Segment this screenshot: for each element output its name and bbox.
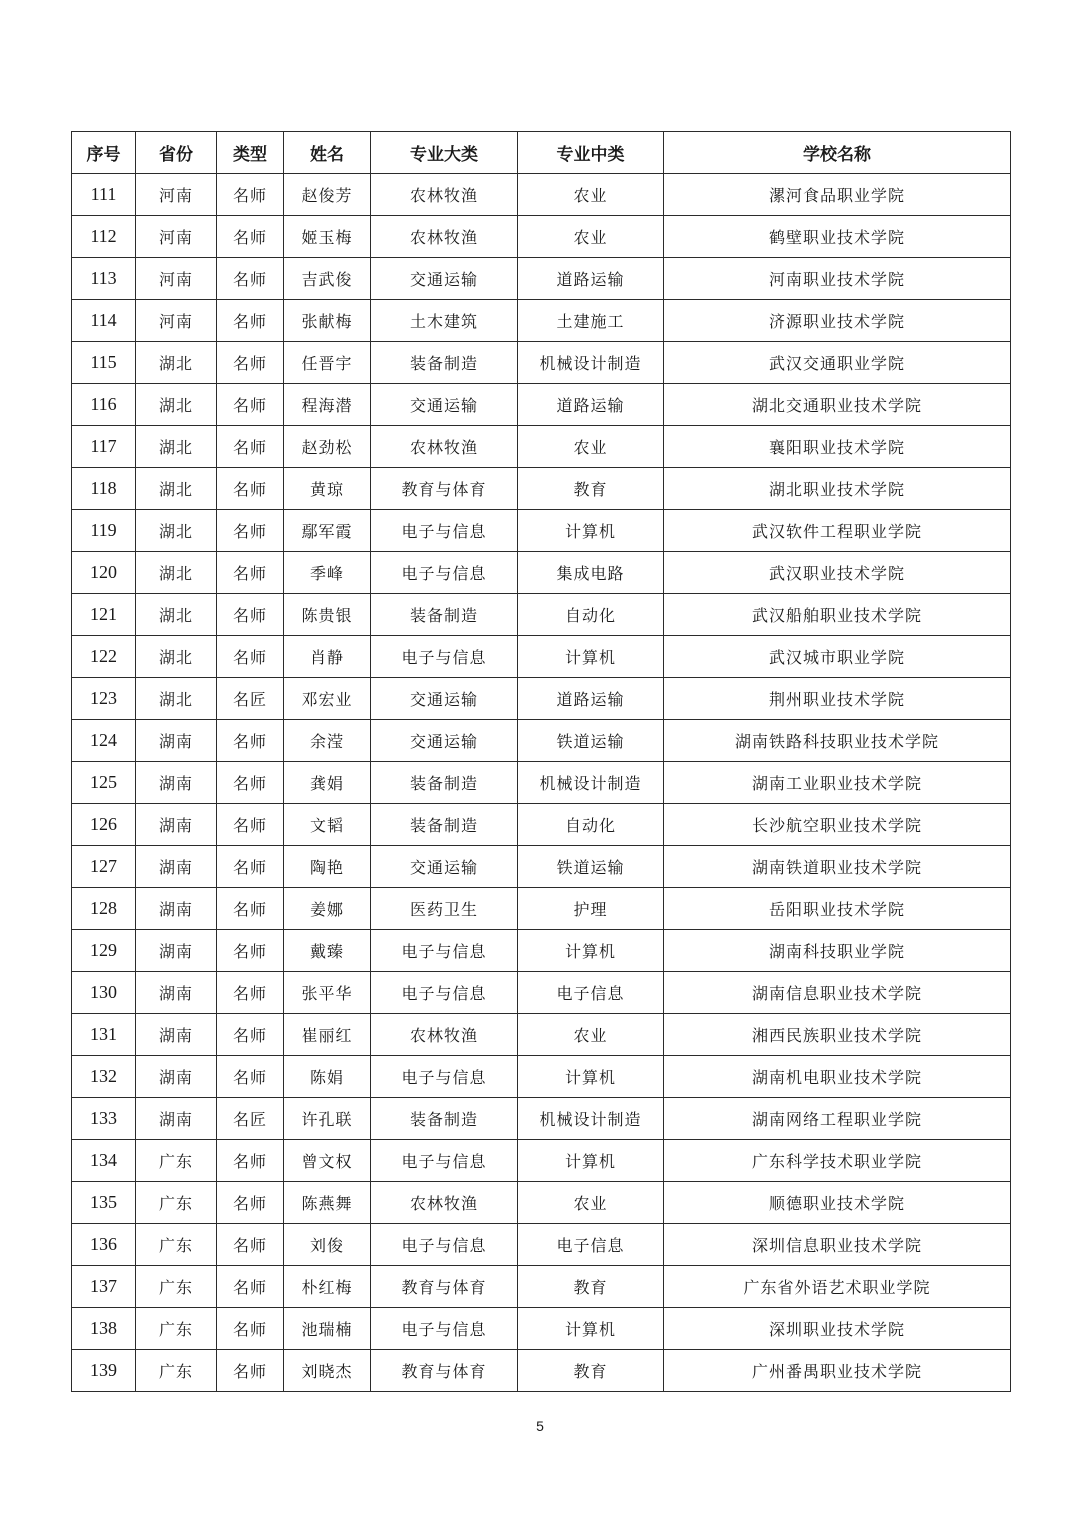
cell-school-name: 荆州职业技术学院 bbox=[664, 678, 1011, 720]
cell-name: 余滢 bbox=[284, 720, 371, 762]
cell-major-subcategory: 集成电路 bbox=[518, 552, 664, 594]
cell-type: 名师 bbox=[217, 426, 284, 468]
header-index: 序号 bbox=[72, 132, 136, 174]
cell-name: 邓宏业 bbox=[284, 678, 371, 720]
cell-province: 湖北 bbox=[136, 552, 217, 594]
cell-index: 139 bbox=[72, 1350, 136, 1392]
cell-major-category: 电子与信息 bbox=[371, 552, 518, 594]
cell-major-category: 装备制造 bbox=[371, 804, 518, 846]
cell-major-category: 教育与体育 bbox=[371, 1350, 518, 1392]
cell-major-subcategory: 计算机 bbox=[518, 636, 664, 678]
cell-major-category: 装备制造 bbox=[371, 762, 518, 804]
table-row bbox=[72, 594, 1011, 636]
cell-province: 湖南 bbox=[136, 1098, 217, 1140]
cell-name: 文韬 bbox=[284, 804, 371, 846]
cell-major-subcategory: 农业 bbox=[518, 174, 664, 216]
cell-major-category: 电子与信息 bbox=[371, 930, 518, 972]
cell-major-subcategory: 铁道运输 bbox=[518, 846, 664, 888]
cell-type: 名师 bbox=[217, 804, 284, 846]
cell-school-name: 武汉交通职业学院 bbox=[664, 342, 1011, 384]
cell-index: 118 bbox=[72, 468, 136, 510]
roster-table bbox=[71, 131, 1011, 1392]
cell-province: 广东 bbox=[136, 1182, 217, 1224]
cell-major-subcategory: 教育 bbox=[518, 468, 664, 510]
cell-major-subcategory: 自动化 bbox=[518, 804, 664, 846]
table-row bbox=[72, 552, 1011, 594]
cell-type: 名师 bbox=[217, 1182, 284, 1224]
cell-school-name: 长沙航空职业技术学院 bbox=[664, 804, 1011, 846]
cell-province: 河南 bbox=[136, 300, 217, 342]
cell-name: 龚娟 bbox=[284, 762, 371, 804]
cell-major-category: 交通运输 bbox=[371, 258, 518, 300]
cell-school-name: 广州番禺职业技术学院 bbox=[664, 1350, 1011, 1392]
cell-province: 广东 bbox=[136, 1224, 217, 1266]
cell-province: 湖北 bbox=[136, 678, 217, 720]
cell-index: 119 bbox=[72, 510, 136, 552]
cell-index: 116 bbox=[72, 384, 136, 426]
cell-school-name: 武汉职业技术学院 bbox=[664, 552, 1011, 594]
cell-province: 湖北 bbox=[136, 384, 217, 426]
cell-index: 125 bbox=[72, 762, 136, 804]
cell-name: 崔丽红 bbox=[284, 1014, 371, 1056]
cell-name: 许孔联 bbox=[284, 1098, 371, 1140]
cell-province: 湖南 bbox=[136, 1056, 217, 1098]
cell-province: 湖南 bbox=[136, 1014, 217, 1056]
cell-index: 124 bbox=[72, 720, 136, 762]
cell-name: 赵劲松 bbox=[284, 426, 371, 468]
cell-school-name: 武汉船舶职业技术学院 bbox=[664, 594, 1011, 636]
header-school-name: 学校名称 bbox=[664, 132, 1011, 174]
cell-province: 湖南 bbox=[136, 972, 217, 1014]
page-number: 5 bbox=[536, 1418, 544, 1434]
cell-name: 陈燕舞 bbox=[284, 1182, 371, 1224]
cell-school-name: 湖南信息职业技术学院 bbox=[664, 972, 1011, 1014]
cell-school-name: 湖南铁道职业技术学院 bbox=[664, 846, 1011, 888]
cell-major-category: 电子与信息 bbox=[371, 1056, 518, 1098]
cell-school-name: 广东科学技术职业学院 bbox=[664, 1140, 1011, 1182]
table-row bbox=[72, 636, 1011, 678]
cell-type: 名师 bbox=[217, 1350, 284, 1392]
cell-school-name: 岳阳职业技术学院 bbox=[664, 888, 1011, 930]
table-row bbox=[72, 1308, 1011, 1350]
table-row bbox=[72, 216, 1011, 258]
cell-major-subcategory: 计算机 bbox=[518, 1140, 664, 1182]
cell-type: 名师 bbox=[217, 930, 284, 972]
table-row bbox=[72, 510, 1011, 552]
cell-index: 113 bbox=[72, 258, 136, 300]
cell-province: 河南 bbox=[136, 216, 217, 258]
cell-name: 吉武俊 bbox=[284, 258, 371, 300]
cell-name: 戴臻 bbox=[284, 930, 371, 972]
cell-major-subcategory: 机械设计制造 bbox=[518, 342, 664, 384]
cell-province: 湖北 bbox=[136, 342, 217, 384]
cell-name: 程海潜 bbox=[284, 384, 371, 426]
cell-school-name: 鹤壁职业技术学院 bbox=[664, 216, 1011, 258]
cell-type: 名师 bbox=[217, 552, 284, 594]
cell-major-category: 交通运输 bbox=[371, 720, 518, 762]
cell-index: 128 bbox=[72, 888, 136, 930]
cell-major-category: 电子与信息 bbox=[371, 636, 518, 678]
cell-type: 名师 bbox=[217, 468, 284, 510]
cell-major-category: 装备制造 bbox=[371, 342, 518, 384]
cell-index: 115 bbox=[72, 342, 136, 384]
cell-major-subcategory: 道路运输 bbox=[518, 678, 664, 720]
cell-name: 黄琼 bbox=[284, 468, 371, 510]
cell-name: 张平华 bbox=[284, 972, 371, 1014]
table-row bbox=[72, 258, 1011, 300]
table-header-row bbox=[72, 132, 1011, 174]
cell-province: 湖南 bbox=[136, 846, 217, 888]
table-row bbox=[72, 468, 1011, 510]
cell-major-category: 医药卫生 bbox=[371, 888, 518, 930]
table-row bbox=[72, 1350, 1011, 1392]
header-name: 姓名 bbox=[284, 132, 371, 174]
cell-type: 名师 bbox=[217, 174, 284, 216]
cell-type: 名师 bbox=[217, 1308, 284, 1350]
cell-index: 136 bbox=[72, 1224, 136, 1266]
cell-index: 111 bbox=[72, 174, 136, 216]
cell-school-name: 深圳职业技术学院 bbox=[664, 1308, 1011, 1350]
cell-major-subcategory: 机械设计制造 bbox=[518, 762, 664, 804]
cell-major-subcategory: 计算机 bbox=[518, 930, 664, 972]
table-row bbox=[72, 300, 1011, 342]
cell-major-category: 电子与信息 bbox=[371, 1224, 518, 1266]
cell-major-subcategory: 电子信息 bbox=[518, 1224, 664, 1266]
cell-province: 广东 bbox=[136, 1266, 217, 1308]
cell-index: 120 bbox=[72, 552, 136, 594]
cell-type: 名师 bbox=[217, 216, 284, 258]
cell-type: 名师 bbox=[217, 1056, 284, 1098]
table-row bbox=[72, 804, 1011, 846]
cell-province: 湖北 bbox=[136, 636, 217, 678]
cell-major-subcategory: 铁道运输 bbox=[518, 720, 664, 762]
cell-name: 陈娟 bbox=[284, 1056, 371, 1098]
cell-type: 名师 bbox=[217, 384, 284, 426]
cell-school-name: 深圳信息职业技术学院 bbox=[664, 1224, 1011, 1266]
cell-index: 134 bbox=[72, 1140, 136, 1182]
cell-province: 河南 bbox=[136, 174, 217, 216]
cell-province: 河南 bbox=[136, 258, 217, 300]
cell-major-category: 教育与体育 bbox=[371, 468, 518, 510]
cell-major-subcategory: 自动化 bbox=[518, 594, 664, 636]
cell-school-name: 湖北交通职业技术学院 bbox=[664, 384, 1011, 426]
header-major-category: 专业大类 bbox=[371, 132, 518, 174]
cell-major-category: 农林牧渔 bbox=[371, 174, 518, 216]
cell-major-category: 电子与信息 bbox=[371, 972, 518, 1014]
table-row bbox=[72, 678, 1011, 720]
header-type: 类型 bbox=[217, 132, 284, 174]
cell-major-category: 电子与信息 bbox=[371, 1308, 518, 1350]
cell-major-subcategory: 教育 bbox=[518, 1266, 664, 1308]
cell-index: 112 bbox=[72, 216, 136, 258]
cell-school-name: 湖南铁路科技职业技术学院 bbox=[664, 720, 1011, 762]
cell-school-name: 广东省外语艺术职业学院 bbox=[664, 1266, 1011, 1308]
cell-school-name: 河南职业技术学院 bbox=[664, 258, 1011, 300]
cell-major-category: 装备制造 bbox=[371, 1098, 518, 1140]
cell-major-subcategory: 道路运输 bbox=[518, 384, 664, 426]
cell-province: 湖北 bbox=[136, 510, 217, 552]
cell-index: 129 bbox=[72, 930, 136, 972]
cell-type: 名师 bbox=[217, 342, 284, 384]
cell-major-category: 电子与信息 bbox=[371, 510, 518, 552]
header-major-subcategory: 专业中类 bbox=[518, 132, 664, 174]
cell-index: 130 bbox=[72, 972, 136, 1014]
table-row bbox=[72, 426, 1011, 468]
table-row bbox=[72, 930, 1011, 972]
cell-major-subcategory: 土建施工 bbox=[518, 300, 664, 342]
cell-index: 122 bbox=[72, 636, 136, 678]
cell-major-category: 交通运输 bbox=[371, 384, 518, 426]
cell-province: 广东 bbox=[136, 1350, 217, 1392]
cell-name: 陶艳 bbox=[284, 846, 371, 888]
cell-major-subcategory: 护理 bbox=[518, 888, 664, 930]
table-body bbox=[72, 174, 1011, 1392]
cell-major-category: 教育与体育 bbox=[371, 1266, 518, 1308]
cell-type: 名师 bbox=[217, 1014, 284, 1056]
cell-province: 湖南 bbox=[136, 720, 217, 762]
table-row bbox=[72, 1140, 1011, 1182]
cell-province: 湖北 bbox=[136, 468, 217, 510]
cell-school-name: 湖南科技职业学院 bbox=[664, 930, 1011, 972]
cell-index: 133 bbox=[72, 1098, 136, 1140]
cell-name: 刘晓杰 bbox=[284, 1350, 371, 1392]
cell-major-category: 电子与信息 bbox=[371, 1140, 518, 1182]
cell-index: 121 bbox=[72, 594, 136, 636]
table-row bbox=[72, 1098, 1011, 1140]
cell-province: 湖南 bbox=[136, 930, 217, 972]
cell-major-category: 农林牧渔 bbox=[371, 1014, 518, 1056]
table-row bbox=[72, 762, 1011, 804]
cell-school-name: 顺德职业技术学院 bbox=[664, 1182, 1011, 1224]
cell-school-name: 湖南机电职业技术学院 bbox=[664, 1056, 1011, 1098]
cell-major-subcategory: 道路运输 bbox=[518, 258, 664, 300]
cell-name: 季峰 bbox=[284, 552, 371, 594]
cell-school-name: 湖南网络工程职业学院 bbox=[664, 1098, 1011, 1140]
cell-type: 名师 bbox=[217, 972, 284, 1014]
cell-index: 131 bbox=[72, 1014, 136, 1056]
cell-index: 117 bbox=[72, 426, 136, 468]
cell-major-category: 农林牧渔 bbox=[371, 426, 518, 468]
cell-major-category: 土木建筑 bbox=[371, 300, 518, 342]
cell-major-subcategory: 农业 bbox=[518, 1182, 664, 1224]
cell-province: 广东 bbox=[136, 1308, 217, 1350]
table-row bbox=[72, 1056, 1011, 1098]
cell-name: 张献梅 bbox=[284, 300, 371, 342]
cell-major-category: 农林牧渔 bbox=[371, 216, 518, 258]
cell-index: 135 bbox=[72, 1182, 136, 1224]
cell-index: 123 bbox=[72, 678, 136, 720]
table-row bbox=[72, 972, 1011, 1014]
cell-name: 鄢军霞 bbox=[284, 510, 371, 552]
table-row bbox=[72, 174, 1011, 216]
table-row bbox=[72, 1014, 1011, 1056]
table-row bbox=[72, 384, 1011, 426]
cell-index: 138 bbox=[72, 1308, 136, 1350]
cell-type: 名师 bbox=[217, 300, 284, 342]
cell-school-name: 湖北职业技术学院 bbox=[664, 468, 1011, 510]
cell-major-category: 交通运输 bbox=[371, 678, 518, 720]
cell-school-name: 武汉软件工程职业学院 bbox=[664, 510, 1011, 552]
cell-province: 湖北 bbox=[136, 594, 217, 636]
cell-type: 名匠 bbox=[217, 1098, 284, 1140]
cell-major-subcategory: 农业 bbox=[518, 216, 664, 258]
cell-province: 广东 bbox=[136, 1140, 217, 1182]
cell-province: 湖北 bbox=[136, 426, 217, 468]
cell-major-category: 交通运输 bbox=[371, 846, 518, 888]
cell-index: 132 bbox=[72, 1056, 136, 1098]
cell-type: 名师 bbox=[217, 510, 284, 552]
cell-major-subcategory: 农业 bbox=[518, 1014, 664, 1056]
cell-school-name: 武汉城市职业学院 bbox=[664, 636, 1011, 678]
cell-type: 名师 bbox=[217, 888, 284, 930]
cell-name: 肖静 bbox=[284, 636, 371, 678]
cell-type: 名师 bbox=[217, 720, 284, 762]
cell-name: 曾文权 bbox=[284, 1140, 371, 1182]
cell-province: 湖南 bbox=[136, 804, 217, 846]
cell-name: 池瑞楠 bbox=[284, 1308, 371, 1350]
cell-index: 114 bbox=[72, 300, 136, 342]
cell-type: 名师 bbox=[217, 846, 284, 888]
cell-major-subcategory: 计算机 bbox=[518, 510, 664, 552]
table-row bbox=[72, 1224, 1011, 1266]
cell-school-name: 襄阳职业技术学院 bbox=[664, 426, 1011, 468]
cell-province: 湖南 bbox=[136, 762, 217, 804]
cell-name: 任晋宇 bbox=[284, 342, 371, 384]
cell-index: 127 bbox=[72, 846, 136, 888]
cell-name: 刘俊 bbox=[284, 1224, 371, 1266]
cell-type: 名师 bbox=[217, 762, 284, 804]
table-row bbox=[72, 888, 1011, 930]
cell-name: 姬玉梅 bbox=[284, 216, 371, 258]
cell-name: 赵俊芳 bbox=[284, 174, 371, 216]
header-province: 省份 bbox=[136, 132, 217, 174]
cell-major-subcategory: 教育 bbox=[518, 1350, 664, 1392]
cell-index: 126 bbox=[72, 804, 136, 846]
cell-index: 137 bbox=[72, 1266, 136, 1308]
cell-major-subcategory: 农业 bbox=[518, 426, 664, 468]
cell-name: 姜娜 bbox=[284, 888, 371, 930]
cell-major-subcategory: 电子信息 bbox=[518, 972, 664, 1014]
cell-school-name: 济源职业技术学院 bbox=[664, 300, 1011, 342]
cell-type: 名师 bbox=[217, 636, 284, 678]
table-row bbox=[72, 1266, 1011, 1308]
cell-type: 名师 bbox=[217, 1266, 284, 1308]
cell-type: 名师 bbox=[217, 594, 284, 636]
cell-type: 名匠 bbox=[217, 678, 284, 720]
table-row bbox=[72, 720, 1011, 762]
cell-major-subcategory: 机械设计制造 bbox=[518, 1098, 664, 1140]
table-row bbox=[72, 1182, 1011, 1224]
cell-province: 湖南 bbox=[136, 888, 217, 930]
cell-type: 名师 bbox=[217, 258, 284, 300]
cell-major-category: 农林牧渔 bbox=[371, 1182, 518, 1224]
table-row bbox=[72, 846, 1011, 888]
table-row bbox=[72, 342, 1011, 384]
cell-type: 名师 bbox=[217, 1224, 284, 1266]
cell-school-name: 湖南工业职业技术学院 bbox=[664, 762, 1011, 804]
cell-name: 陈贵银 bbox=[284, 594, 371, 636]
cell-name: 朴红梅 bbox=[284, 1266, 371, 1308]
cell-major-category: 装备制造 bbox=[371, 594, 518, 636]
cell-major-subcategory: 计算机 bbox=[518, 1308, 664, 1350]
cell-school-name: 漯河食品职业学院 bbox=[664, 174, 1011, 216]
cell-school-name: 湘西民族职业技术学院 bbox=[664, 1014, 1011, 1056]
cell-major-subcategory: 计算机 bbox=[518, 1056, 664, 1098]
cell-type: 名师 bbox=[217, 1140, 284, 1182]
